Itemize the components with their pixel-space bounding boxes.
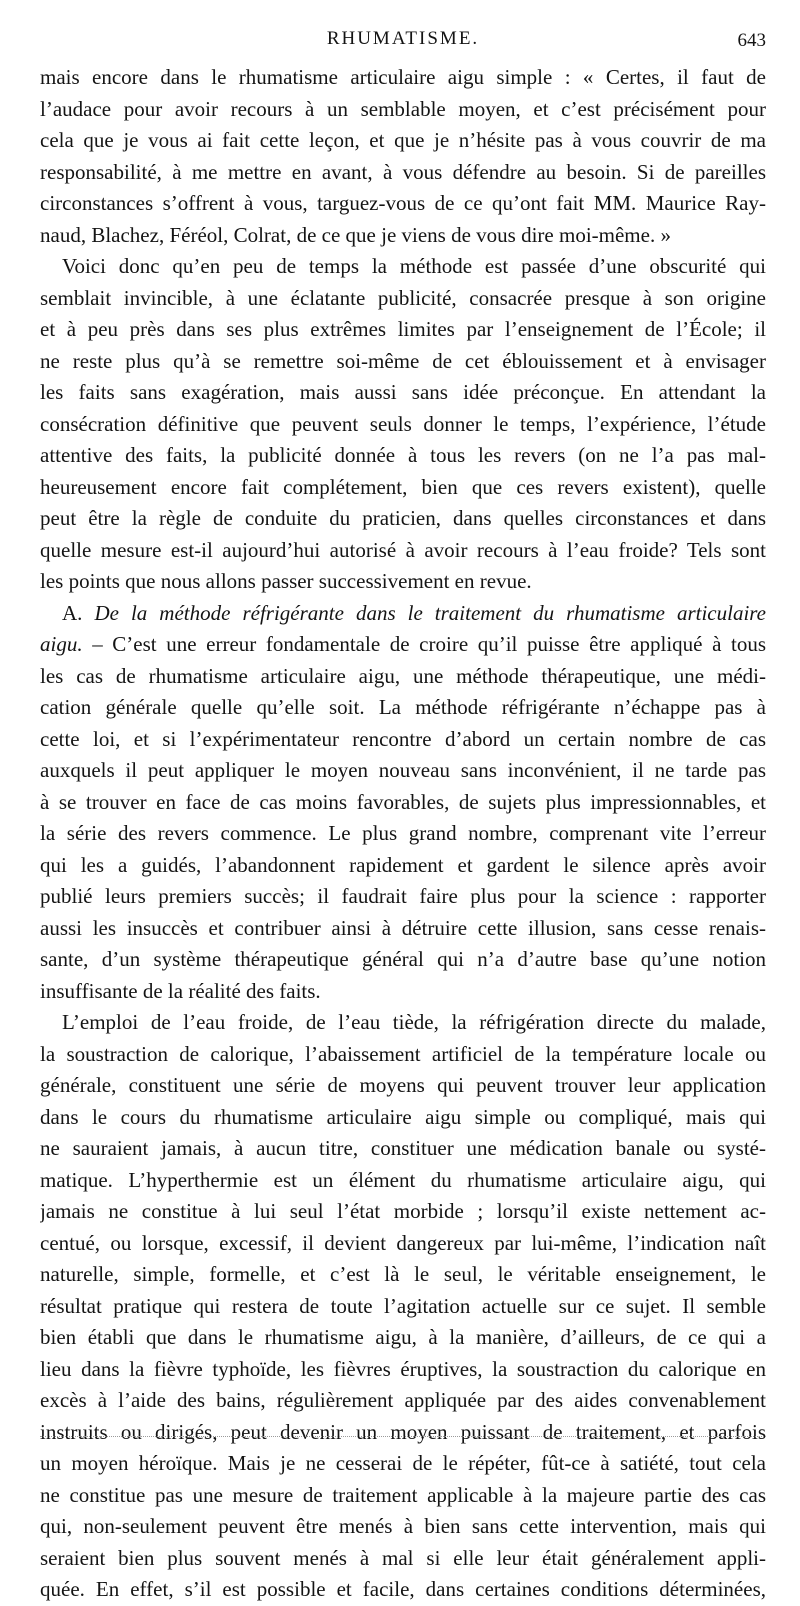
text-line: ne sauraient jamais, à aucun titre, constituer une médication banale ou systé- (40, 1136, 766, 1160)
paragraph-2 (40, 251, 766, 598)
footer-divider (40, 1436, 766, 1437)
page-number: 643 (737, 30, 766, 51)
text-line (40, 629, 766, 661)
text-line: les faits sans exagération, mais aussi sans idée préconçue. En attendant la (40, 380, 766, 404)
text-line: mais encore dans le rhumatisme articulaire aigu simple : « Certes, il faut de (40, 65, 766, 89)
text-line: insuffisante de la réalité des faits. (40, 978, 321, 1003)
section-label: A. (62, 600, 83, 625)
text-line: naturelle, simple, formelle, et c’est là le seul, le véritable enseignement, le (40, 1262, 766, 1286)
text-line: cette loi, et si l’expérimentateur rencontre d’abord un certain nombre de cas (40, 726, 766, 751)
text-line: naud, Blachez, Féréol, Colrat, de ce que je viens de vous dire moi-même. » (40, 222, 671, 247)
text-line: la soustraction de calorique, l’abaissement artificiel de la température locale ou (40, 1041, 766, 1066)
section-heading-end: aigu. (40, 632, 83, 656)
text-line: dans le cours du rhumatisme articulaire aigu simple ou compliqué, mais qui (40, 1104, 766, 1129)
text-line: lieu dans la fièvre typhoïde, les fièvres éruptives, la soustraction du calorique en (40, 1356, 766, 1381)
paragraph-3 (40, 598, 766, 1008)
text-line: seraient bien plus souvent menés à mal si elle leur était généralement appli- (40, 1545, 766, 1570)
page-header (40, 28, 766, 62)
text-line: semblait invincible, à une éclatante publicité, consacrée presque à son origine (40, 285, 766, 310)
text-line: responsabilité, à me mettre en avant, à vous défendre au besoin. Si de pareilles (40, 159, 766, 184)
text-line: matique. L’hyperthermie est un élément du rhumatisme articulaire aigu, qui (40, 1167, 766, 1192)
text-line: à se trouver en face de cas moins favorables, de sujets plus impressionnables, et (40, 789, 766, 814)
text-line: qui, non-seulement peuvent être menés à bien sans cette intervention, mais qui (40, 1514, 766, 1538)
text-line: auxquels il peut appliquer le moyen nouveau sans inconvénient, il ne tarde pas (40, 758, 766, 782)
text-line: attentive des faits, la publicité donnée à tous les revers (on ne l’a pas mal- (40, 443, 766, 467)
text-line: L’emploi de l’eau froide, de l’eau tiède, la réfrigération directe du malade, (62, 1010, 766, 1034)
text-line: l’audace pour avoir recours à un semblable moyen, et c’est précisément pour (40, 96, 766, 121)
text-line: les cas de rhumatisme articulaire aigu, une méthode thérapeutique, une médi- (40, 663, 766, 688)
text-line: résultat pratique qui restera de toute l’agitation actuelle sur ce sujet. Il semble (40, 1293, 766, 1318)
text-line: ne reste plus qu’à se remettre soi-même de cet éblouissement et à envisager (40, 348, 766, 373)
paragraph-4 (40, 1007, 766, 1606)
text-line: instruits ou dirigés, peut devenir un moyen puissant de traitement, et parfois (40, 1419, 766, 1444)
text-line: les points que nous allons passer successivement en revue. (40, 569, 532, 593)
text-line: cela que je vous ai fait cette leçon, et que je n’hésite pas à vous couvrir de ma (40, 128, 766, 152)
text-line: aussi les insuccès et contribuer ainsi à détruire cette illusion, sans cesse renais- (40, 915, 766, 940)
text-line: la série des revers commence. Le plus grand nombre, comprenant vite l’erreur (40, 821, 766, 845)
text-line: circonstances s’offrent à vous, targuez-vous de ce qu’ont fait MM. Maurice Ray- (40, 191, 766, 215)
text-line: heureusement encore fait complétement, bien que ces revers existent), quelle (40, 474, 766, 499)
section-heading: De la méthode réfrigérante dans le traitement du rhumatisme articulaire (94, 600, 766, 625)
text-line: jamais ne constitue à lui seul l’état morbide ; lorsqu’il existe nettement ac- (40, 1199, 766, 1223)
text-line: peut être la règle de conduite du praticien, dans quelles circonstances et dans (40, 506, 766, 530)
text-line: consécration définitive que peuvent seuls donner le temps, l’expérience, l’étude (40, 411, 766, 436)
text-line: qui les a guidés, l’abandonnent rapidement et gardent le silence après avoir (40, 852, 766, 877)
text-line: générale, constituent une série de moyens qui peuvent trouver leur application (40, 1073, 766, 1097)
line-text: – C’est une erreur fondamentale de croire qu’il puisse être appliqué à tous (92, 632, 766, 656)
text-line: bien établi que dans le rhumatisme aigu, à la manière, d’ailleurs, de ce qui a (40, 1325, 766, 1349)
section-heading-line (40, 598, 766, 630)
text-line: ne constitue pas une mesure de traitement applicable à la majeure partie des cas (40, 1482, 766, 1507)
text-line: quelle mesure est-il aujourd’hui autorisé à avoir recours à l’eau froide? Tels sont (40, 537, 766, 562)
text-line: un moyen héroïque. Mais je ne cesserai de le répéter, fût-ce à satiété, tout cela (40, 1451, 766, 1475)
text-line: quée. En effet, s’il est possible et facile, dans certaines conditions déterminées, (40, 1577, 766, 1601)
text-line: Voici donc qu’en peu de temps la méthode est passée d’une obscurité qui (62, 254, 766, 278)
paragraph-1 (40, 62, 766, 251)
text-line: excès à l’aide des bains, régulièrement appliquée par des aides convenablement (40, 1388, 766, 1412)
book-page (40, 28, 766, 1606)
text-line: cation générale quelle qu’elle soit. La méthode réfrigérante n’échappe pas à (40, 695, 766, 719)
text-line: publié leurs premiers succès; il faudrait faire plus pour la science : rapporter (40, 884, 766, 908)
running-title: RHUMATISME. (326, 28, 480, 49)
text-line: centué, ou lorsque, excessif, il devient dangereux par lui-même, l’indication naît (40, 1230, 766, 1255)
text-line: sante, d’un système thérapeutique général qui n’a d’autre base qu’une notion (40, 947, 766, 971)
text-line: et à peu près dans ses plus extrêmes limites par l’enseignement de l’École; il (40, 317, 766, 341)
